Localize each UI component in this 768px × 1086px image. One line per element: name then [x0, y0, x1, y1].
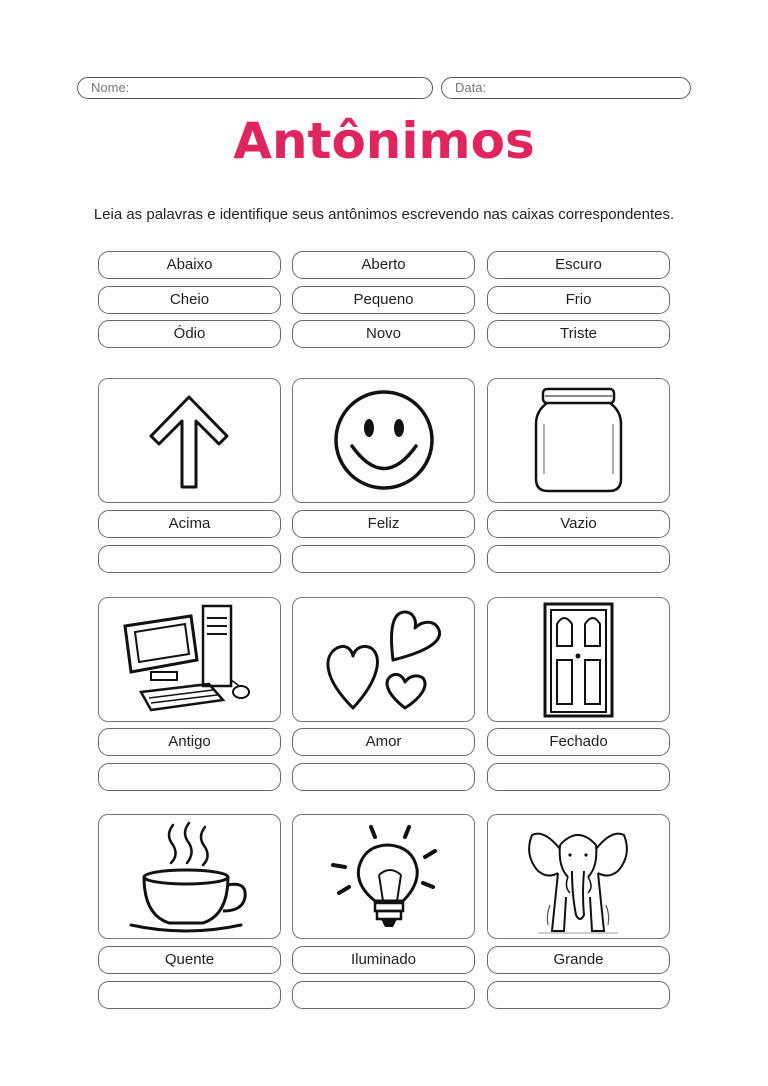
- answer-box[interactable]: [292, 763, 475, 791]
- word-label: Feliz: [292, 510, 475, 538]
- picture-card: [487, 378, 670, 503]
- word-bank-item: Frio: [487, 286, 670, 314]
- empty-jar-icon: [488, 379, 669, 502]
- answer-box[interactable]: [98, 763, 281, 791]
- picture-card: [487, 597, 670, 722]
- picture-card: [98, 597, 281, 722]
- smiley-face-icon: [293, 379, 474, 502]
- instructions: Leia as palavras e identifique seus antônimos escrevendo nas caixas correspondentes.: [93, 206, 675, 223]
- old-computer-icon: [99, 598, 280, 721]
- picture-card: [292, 597, 475, 722]
- word-label: Amor: [292, 728, 475, 756]
- page-title: Antônimos: [233, 112, 535, 170]
- answer-box[interactable]: [487, 545, 670, 573]
- elephant-icon: [488, 815, 669, 938]
- lit-lightbulb-icon: [293, 815, 474, 938]
- word-label: Grande: [487, 946, 670, 974]
- date-field[interactable]: [441, 77, 691, 99]
- word-bank-item: Cheio: [98, 286, 281, 314]
- hearts-icon: [293, 598, 474, 721]
- picture-card: [487, 814, 670, 939]
- hot-coffee-cup-icon: [99, 815, 280, 938]
- word-bank-item: Abaixo: [98, 251, 281, 279]
- word-bank-item: Pequeno: [292, 286, 475, 314]
- word-bank-item: Triste: [487, 320, 670, 348]
- word-label: Quente: [98, 946, 281, 974]
- word-label: Vazio: [487, 510, 670, 538]
- answer-box[interactable]: [98, 981, 281, 1009]
- answer-box[interactable]: [487, 763, 670, 791]
- word-bank-item: Novo: [292, 320, 475, 348]
- arrow-up-icon: [99, 379, 280, 502]
- date-label: Data:: [455, 80, 487, 95]
- answer-box[interactable]: [487, 981, 670, 1009]
- picture-card: [292, 814, 475, 939]
- answer-box[interactable]: [98, 545, 281, 573]
- answer-box[interactable]: [292, 545, 475, 573]
- word-bank-item: Aberto: [292, 251, 475, 279]
- picture-card: [292, 378, 475, 503]
- word-bank-item: Ódio: [98, 320, 281, 348]
- word-label: Antigo: [98, 728, 281, 756]
- picture-card: [98, 378, 281, 503]
- word-label: Iluminado: [292, 946, 475, 974]
- word-label: Fechado: [487, 728, 670, 756]
- name-label: Nome:: [91, 80, 130, 95]
- word-bank-item: Escuro: [487, 251, 670, 279]
- answer-box[interactable]: [292, 981, 475, 1009]
- picture-card: [98, 814, 281, 939]
- name-field[interactable]: [77, 77, 433, 99]
- word-label: Acima: [98, 510, 281, 538]
- closed-door-icon: [488, 598, 669, 721]
